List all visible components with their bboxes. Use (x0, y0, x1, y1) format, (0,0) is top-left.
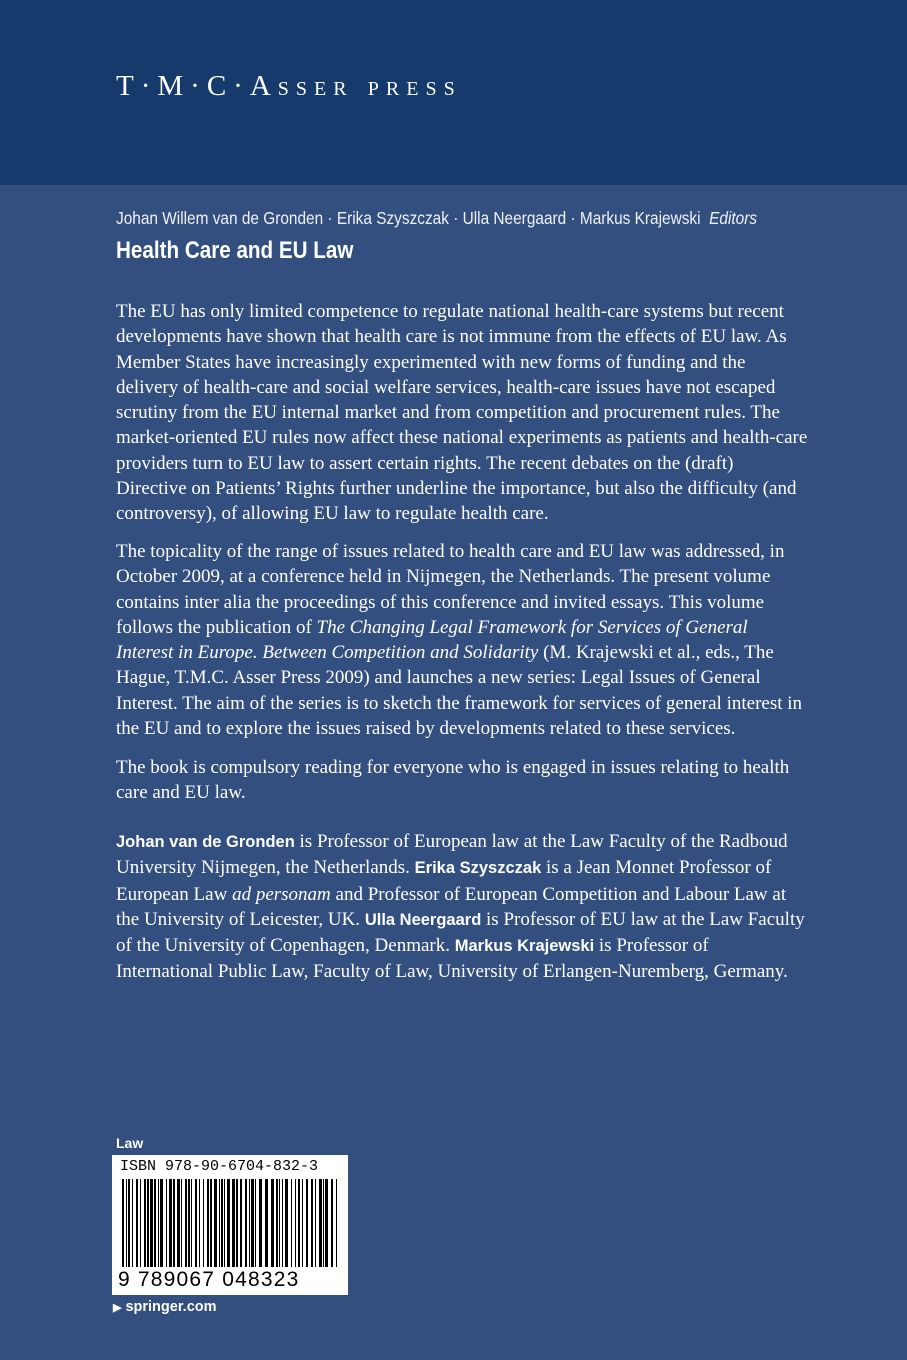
barcode-bar (185, 1179, 187, 1267)
bio-text-2-italic: ad personam (232, 883, 331, 905)
isbn-label: ISBN 978-90-6704-832-3 (120, 1158, 319, 1175)
barcode-bar (271, 1179, 274, 1267)
barcode-bar (126, 1179, 127, 1267)
barcode-bar (251, 1179, 254, 1267)
barcode-bar (306, 1179, 308, 1267)
barcode-bar (173, 1179, 175, 1267)
barcode-bar (128, 1179, 130, 1267)
barcode-bar (240, 1179, 242, 1267)
arrow-right-icon: ▶ (113, 1302, 122, 1314)
springer-link[interactable] (113, 1299, 217, 1315)
barcode-bar (315, 1179, 316, 1267)
barcode-bar (132, 1179, 133, 1267)
bio-text-1: is Professor of European law at the Law Faculty of the Radboud University Nijmegen, the Netherlands. (116, 831, 788, 879)
barcode-bar (265, 1179, 268, 1267)
barcode-bar (160, 1179, 163, 1267)
bio-name-2: Erika Szyszczak (414, 859, 542, 878)
springer-url: springer.com (125, 1299, 217, 1315)
barcode-bar (259, 1179, 262, 1267)
barcode-bar (245, 1179, 247, 1267)
barcode-bar (255, 1179, 256, 1267)
barcode-bar (285, 1179, 288, 1267)
barcode-bar (203, 1179, 204, 1267)
barcode-bar (136, 1179, 138, 1267)
barcode-bar (227, 1179, 230, 1267)
barcode-bars (122, 1179, 340, 1267)
barcode-bar (249, 1179, 250, 1267)
description-paragraph-2 (116, 539, 808, 741)
bio-name-4: Markus Krajewski (454, 937, 595, 956)
barcode-bar (279, 1179, 280, 1267)
editor-names: Johan Willem van de Gronden · Erika Szyszczak · Ulla Neergaard · Markus Krajewski (116, 208, 701, 228)
barcode-bar (224, 1179, 225, 1267)
referenced-book-title: The Changing Legal Framework for Services of General Interest in Europe. Between Competition and Solidarity (116, 616, 748, 664)
barcode-bar (150, 1179, 153, 1267)
barcode-bar (221, 1179, 223, 1267)
paragraph-2-start: The topicality of the range of issues related to health care and EU law was addressed, in October 2009, at a conference held in Nijmegen, the Netherlands. The present volume contains inter alia the proceedings of this conference and invited essays. This volume follows the publication of (116, 541, 785, 638)
barcode-bar (319, 1179, 322, 1267)
barcode-bar (177, 1179, 180, 1267)
barcode-bar (166, 1179, 167, 1267)
publisher-logo: T·M·C·Asser press (116, 70, 462, 102)
barcode-bar (207, 1179, 209, 1267)
bio-name-1: Johan van de Gronden (116, 833, 295, 851)
barcode-bar (236, 1179, 238, 1267)
barcode-bar (199, 1179, 200, 1267)
barcode-bar (291, 1179, 292, 1267)
paragraph-2-end: (M. Krajewski et al., eds., The Hague, T.M.C. Asser Press 2009) and launches a new series: Legal Issues of General Interest. The aim of the series is to sketch the framework for services of general interest in the EU and to explore the issues raised by developments related to these services. (116, 642, 803, 740)
barcode-bar (210, 1179, 212, 1267)
barcode-bar (188, 1179, 190, 1267)
bio-text-4: is Professor of International Public Law, Faculty of Law, University of Erlangen-Nuremberg, Germany. (116, 935, 788, 983)
isbn-barcode (112, 1155, 348, 1295)
barcode-bar (191, 1179, 192, 1267)
barcode-bar (219, 1179, 220, 1267)
barcode-digits: 9 789067 048323 (118, 1268, 300, 1291)
barcode-bar (158, 1179, 159, 1267)
barcode-bar (195, 1179, 197, 1267)
barcode-bar (144, 1179, 146, 1267)
barcode-bar (214, 1179, 217, 1267)
barcode-bar (169, 1179, 172, 1267)
barcode-bar (276, 1179, 278, 1267)
book-title: Health Care and EU Law (116, 237, 354, 264)
editors-role: Editors (709, 208, 758, 228)
description-paragraph-3: The book is compulsory reading for everyone who is engaged in issues relating to health care and EU law. (116, 757, 790, 804)
barcode-bar (147, 1179, 149, 1267)
bio-text-3: is Professor of EU law at the Law Faculty of the University of Copenhagen, Denmark. (116, 908, 805, 957)
editor-bios (116, 829, 808, 985)
barcode-bar (331, 1179, 333, 1267)
editors-line (116, 208, 785, 229)
barcode-bar (302, 1179, 303, 1267)
barcode-bar (336, 1179, 337, 1267)
barcode-bar (325, 1179, 328, 1267)
description-paragraph-1: The EU has only limited competence to regulate national health-care systems but recent developments have shown that health care is not immune from the effects of EU law. As Member States have increasingly experimented with new forms of funding and the delivery of health-care and social welfare services, health-care issues have not escaped scrutiny from the EU internal market and from competition and procurement rules. The market-oriented EU rules now affect these national experiments as patients and health-care providers turn to EU law to assert certain rights. The recent debates on the (draft) Directive on Patients’ Rights further underline the importance, but also the difficulty (and controversy), of allowing EU law to regulate health care. (116, 301, 808, 525)
barcode-bar (311, 1179, 313, 1267)
bio-name-3: Ulla Neergaard (364, 910, 482, 929)
barcode-bar (323, 1179, 324, 1267)
barcode-bar (232, 1179, 235, 1267)
bio-text-2b: and Professor of European Competition and Labour Law at the University of Leicester, UK. (116, 883, 787, 930)
bio-text-2a: is a Jean Monnet Professor of European Law (116, 857, 772, 905)
barcode-bar (298, 1179, 300, 1267)
barcode-bar (122, 1179, 124, 1267)
barcode-bar (295, 1179, 296, 1267)
barcode-bar (181, 1179, 182, 1267)
barcode-bar (140, 1179, 141, 1267)
barcode-bar (282, 1179, 283, 1267)
barcode-bar (154, 1179, 156, 1267)
category-label: Law (116, 1135, 144, 1151)
